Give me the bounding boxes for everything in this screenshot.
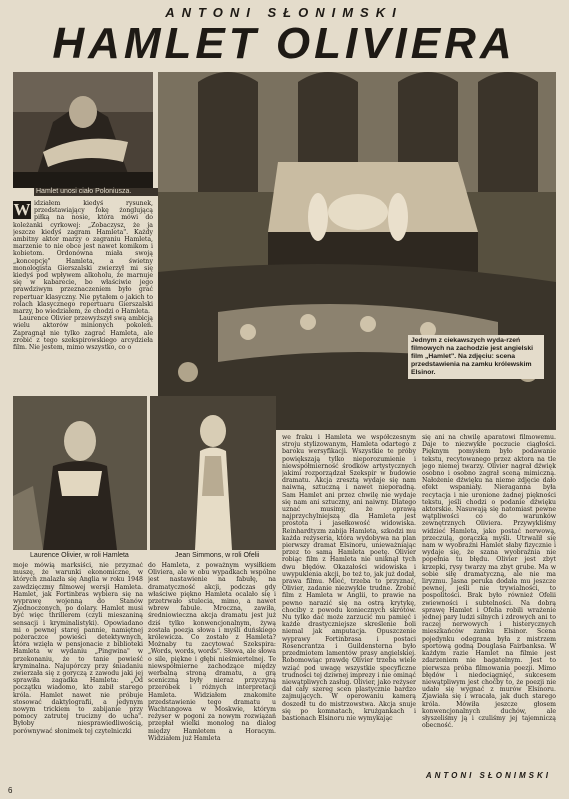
photo-simmons	[150, 396, 276, 550]
caption-simmons: Jean Simmons, w roli Ofelii	[175, 552, 260, 559]
caption-olivier: Laurence Olivier, w roli Hamleta	[30, 552, 129, 559]
photo-hamlet-polonius-image	[13, 72, 153, 188]
text-column-2	[13, 562, 143, 792]
author-signature: ANTONI SŁONIMSKI	[425, 771, 551, 780]
text-column-3	[148, 562, 276, 792]
column-3-text: do Hamleta, z poważnym wysiłkiem Oliviera, ale w obu wypadkach wspólne jest nastawienie na fabułę, na dramatyczność akcji, podczas gdy właściwe piękno Hamleta ocalało się i przetrwało stulecia, mimo, a nawet wbrew fabule. Mroczna, zawiła, średniowieczna akcja dramatu jest już dziś tylko konwencjonalnym, żywą została poezja słowa i myśli duńskiego królewicza. Co zostało z Hamleta? Możnaby tu zacytować Szekspira: „Words, words, words". Słowa, ale słowa o sile, piękne i głębi nieśmiertelnej. Te niewspółmierne zachodzące między werbalną stroną dramatu, a grą sceniczną były nieraz przyczyną przeróbek i różnych interpretacji Hamleta. Widziałem znakomite przedstawienie tego dramatu u Wachtangowa w Moskwie, którym reżyser w pogoni za nowym rozwiązań przepłał wielki monolog na dialog między Hamletem a Horacym. Widziałem już Hamleta	[148, 562, 276, 742]
photo-olivier	[13, 396, 147, 550]
caption-hamlet-polonius: Hamlet unosi ciało Poloniusza.	[34, 188, 158, 196]
page-number: 6	[8, 786, 13, 795]
text-column-5	[422, 434, 556, 768]
article-headline: HAMLET OLIVIERA	[52, 19, 516, 68]
dropcap-w: W	[13, 200, 31, 219]
author-kicker: ANTONI SŁONIMSKI	[165, 5, 403, 20]
text-column-1	[13, 200, 153, 392]
column-5-text: się ani na chwilę aparatowi filmowemu. Daje to niezwykłe poczucie ciągłości. Pięknym pomysłem było podawanie tekstu, recytowanego przez aktora na tle jego niemej twarzy. Olivier nagrał dźwięk osobno i osobno zagrał sceną mimiczną. Nałożenie dźwięku na nieme zdjęcie dało efekt wspaniały. Nieraganna była recytacja i nie uronione żadnej piękności tekstu, jeśli chodzi o podanie dźwięku aktorskie. Nasuwają się natomiast pewne wątpliwości co do warunków zewnętrznych Oliviera. Przywykliśmy widzieć Hamleta, jako postać nerwową, przeczulą, gorączką myśli. Utrwalił się nam w wyobraźni Hamlet słaby fizycznie i wydaje się, że szana wyobraźnia nie popełnia tu błędu. Olivier jest zbyt krzepki, rysy twarzy ma zbyt grube. Ma w sobie siłę dramatyczną, ale nie ma liryzmu. Jasna peruka dodała mu jeszcze pewnej, jeśli nie trywialności, to pospolitości. Brak było również Ofelii zwiewności i subtelności. Na dobrą sprawę Hamlet i Ofelia robili wrażenie jednej pary ludzi silnych i zdrowych ani to raczej nerwowych i histerycznych mieszkańców zamku Elsinor. Scena pojedynku odegrana była z mistrzem sportową godną Douglasa Fairbanksa. W każdym razie Hamlet na filmie jest zdarzeniem nie bagatelnym. Jest to pierwsza próba filmowania poezji. Mimo błędów i niedociągnięć, sukcesem niewątpliwym jest choćby to, że poezji nie udało się wygnać z murów Elsinoru. Zjawiała się i wracała, jak duch starego króla. Mówiła jeszcze głosem konwencjonalnych duchów, ale słyszeliśmy ją i czuliśmy jej tajemniczą obecność.	[422, 434, 556, 730]
column-2-text: moje mówią marksiści, nie przyznać muszę, że warunki ekonomiczne, w których znalazła się Anglia w roku 1948 zawdzięczmy filmowej wersji Hamleta. Hamlet, jak Fortinbras wybiera się na wyprawę wojenną do Stanów Zjednoczonych, po dolary. Hamlet musi być więc thrillerem (czyli mieszaniną sensacji i kryminalistyki). Opowiadano mi o pewnej starej pannie, namiętnej pożeraczce powieści detektywnych, która wzięła w pensjonacie z biblioteki Hamleta w wydaniu „Pingwina" w przekonaniu, że to tanie powieść kryminalna. Najupórczy przy śniadaniu zwierzała się z goryczą z zawodu jaki jej sprawiła zagadka Hamleta: „Od początku wiadomo, kto zabił starego króla. Hamlet nawet nie próbuje stosować daktylografii, a jedynym nowym trickiem to zabijanie przy pomocy zatrutej trucizny do ucha". Byłoby niesprawiedliwością, porównywać słonimek tej czytelniczki	[13, 562, 143, 735]
photo-olivier-image	[13, 396, 147, 550]
paragraph-2: Laurence Olivier przewyższył swą ambicją wielu aktorów minionych pokoleń. Zapragnął nie tylko zagrać Hamleta, ale zrobić z tego szekspirowskiego arcydzieła film. Nie jestem, mimo wszystko, co o	[13, 315, 153, 352]
text-column-4	[282, 434, 416, 792]
intro-paragraph: idziałem kiedyś rysunek, przedstawiający fokę żonglującą piłką na nosie, która mówi do koleżanki cyrkowej: „Zobaczysz, że ja jeszcze kiedyś zagram Hamleta". Każdy ambitny aktor marzy o zagraniu Hamleta, marzenie to nie obce jest nawet komikom i kobietom. Ordonówna miała swoją „koncepcję" Hamleta, a świetny monologista Gierszalski zwierzył mi się kiedyś pod wpływem alkoholu, że marnuje się w kabarecie, bo właściwie jego prawdziwym przeznaczeniem było grać repertuar klasyczny. Nie pytałem o jakich to rolach klasycznego repertuaru Gierszalski marzy, bo wiedziałem, że chodzi o Hamleta.	[13, 200, 153, 316]
caption-stage-scene: Jednym z ciekawszych wyda-rzeń filmowych na zachodzie jest angielski film „Hamlet". Na zdjęciu: scena przedstawienia na zamku królewskim Elsinor.	[408, 335, 544, 379]
column-4-text: we fraku i Hamleta we współczesnym stroju stylizowanym, Hamleta odartego z baroku wersyfikacji. Wszystkie te próby powiększają tylko nieporozumienie i niewspółmierność środków artystycznych jakimi rozporządzał Szekspir w budowie dramatu. Akcja zresztą wydaje się nam naiwną, sztuczną i nawet nieporadną. Sam Hamlet ani przez chwilę nie wydaje się nam ani sztuczny, ani naiwny. Dlatego uznać musimy, że oprawą najprzychylniejszą dla Hamleta jest prostota i jasełkowość widowiska. Reinhardtyzm zabija Hamleta, szkodzi mu każda reżyseria, która wydobywa na plan pierwszy dramat Elsinoru, unieważniając przez to samą Hamleta poetę. Olivier robiąc film z Hamleta nie uniknął tych dwu błędów. Okazałości widowiska i uwypuklenia akcji, bo też to, jak już dodał, prawa filmu. Mieć, trzeba to przyznać, Olivier, zadanie niezwykle trudne. Zrobić film z Hamleta w Anglii, to prawie na pewno narazić się na ostrą krytykę, chociby z powodu koniecznych skrótów. Nu tylko dać może zarzucić mu pamięć i każde drastyczniejsze skreślenie boli niemal jak amputacja. Opuszczenie wyprawy Fortinbrasa i postaci Rosencrantza i Guildensterna było przedmiotem lamentów prasy angielskiej. Robomowiąc prawdę Olivier trzeba wiele wziąć pod uwagę wszystkie specyficzne trudności tej dziwnej imprezy i nie ominąć niewątpliwych zasług. Olivier, jako reżyser dał cały szereg scen plastycznie bardzo zajmujących. W operowaniu kamerą doszedł tu do mistrzowstwa. Akcja snuje się po komnatach, krużgankach i bastionach Elsinoru nie wymykając	[282, 434, 416, 722]
photo-hamlet-polonius	[13, 72, 153, 188]
photo-simmons-image	[150, 396, 276, 550]
